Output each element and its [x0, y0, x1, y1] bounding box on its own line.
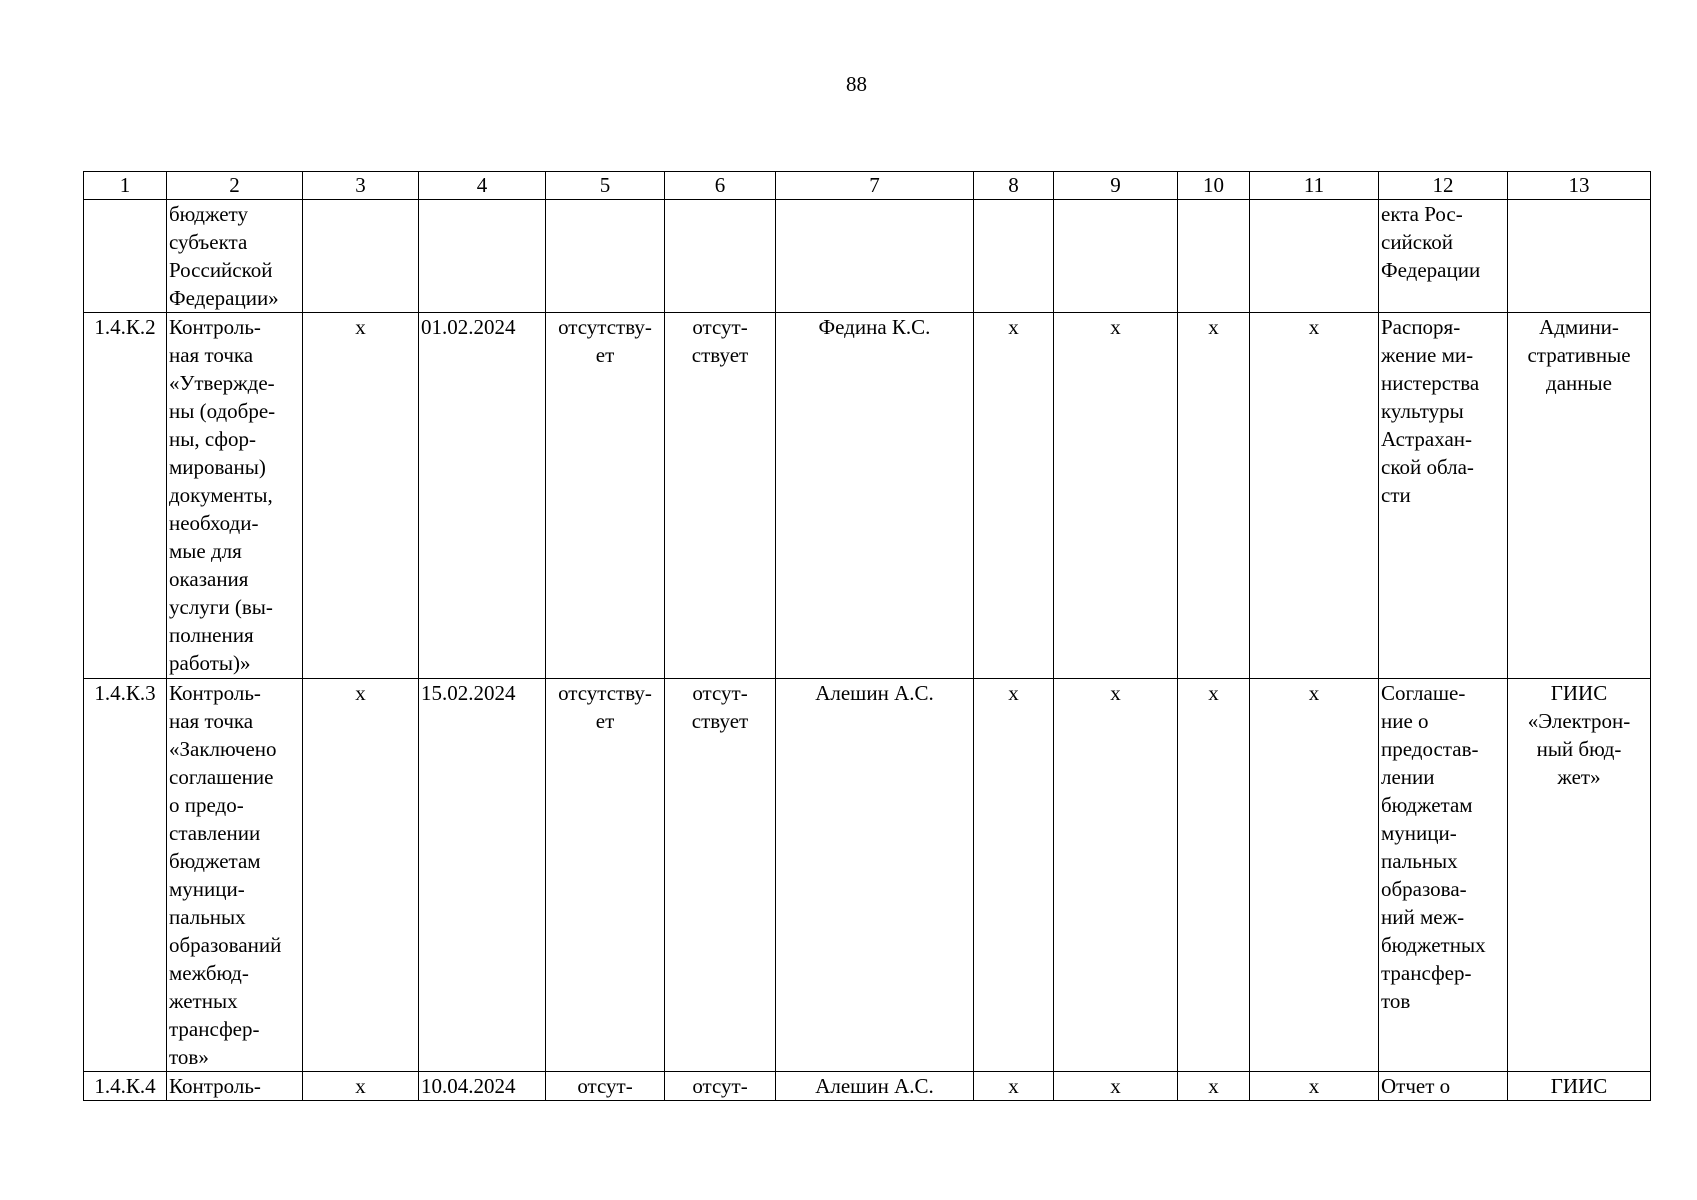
- cell-col-9: [1054, 200, 1178, 313]
- cell-col-6: [665, 200, 776, 313]
- cell-source: ГИИС: [1508, 1072, 1651, 1101]
- table-row: [84, 679, 1651, 1072]
- table-row: [84, 313, 1651, 679]
- column-header: 4: [419, 172, 546, 200]
- column-header: 3: [303, 172, 419, 200]
- cell-col-9: х: [1054, 1072, 1178, 1101]
- cell-col-8: х: [974, 679, 1054, 1072]
- column-header: 2: [167, 172, 303, 200]
- cell-col-10: х: [1178, 1072, 1250, 1101]
- cell-col-11: х: [1250, 313, 1379, 679]
- row-name: Контроль- ная точка «Заключено соглашение о предо- ставлении бюджетам муници- пальных образований межбюд- жетных трансфер- тов»: [167, 679, 303, 1072]
- column-header: 5: [546, 172, 665, 200]
- cell-responsible: Федина К.С.: [776, 313, 974, 679]
- row-name: Контроль- ная точка «Утвержде- ны (одобре- ны, сфор- мированы) документы, необходи- мые для оказания услуги (вы- полнения работы)»: [167, 313, 303, 679]
- cell-date: 10.04.2024: [419, 1072, 546, 1101]
- cell-col-11: х: [1250, 1072, 1379, 1101]
- cell-col-10: х: [1178, 679, 1250, 1072]
- cell-responsible: Алешин А.С.: [776, 679, 974, 1072]
- cell-col-6: отсут- ствует: [665, 313, 776, 679]
- table-row: [84, 200, 1651, 313]
- cell-responsible: Алешин А.С.: [776, 1072, 974, 1101]
- column-number-row: [84, 172, 1651, 200]
- cell-date: [419, 200, 546, 313]
- page-number: 88: [846, 72, 867, 96]
- column-header: 1: [84, 172, 167, 200]
- cell-col-10: х: [1178, 313, 1250, 679]
- cell-document: Распоря- жение ми- нистерства культуры Астрахан- ской обла- сти: [1379, 313, 1508, 679]
- cell-col-5: [546, 200, 665, 313]
- cell-date: 15.02.2024: [419, 679, 546, 1072]
- column-header: 12: [1379, 172, 1508, 200]
- cell-col-6: отсут-: [665, 1072, 776, 1101]
- cell-document: Соглаше- ние о предостав- лении бюджетам муници- пальных образова- ний меж- бюджетных трансфер- тов: [1379, 679, 1508, 1072]
- cell-source: ГИИС «Электрон- ный бюд- жет»: [1508, 679, 1651, 1072]
- cell-col-5: отсутству- ет: [546, 313, 665, 679]
- cell-document: Отчет о: [1379, 1072, 1508, 1101]
- column-header: 10: [1178, 172, 1250, 200]
- column-header: 9: [1054, 172, 1178, 200]
- cell-col-6: отсут- ствует: [665, 679, 776, 1072]
- cell-document: екта Рос- сийской Федерации: [1379, 200, 1508, 313]
- cell-source: Админи- стративные данные: [1508, 313, 1651, 679]
- cell-col-9: х: [1054, 313, 1178, 679]
- cell-col-11: [1250, 200, 1379, 313]
- cell-col-5: отсутству- ет: [546, 679, 665, 1072]
- cell-col-8: х: [974, 1072, 1054, 1101]
- cell-col-8: [974, 200, 1054, 313]
- column-header: 7: [776, 172, 974, 200]
- cell-col-10: [1178, 200, 1250, 313]
- column-header: 11: [1250, 172, 1379, 200]
- cell-responsible: [776, 200, 974, 313]
- row-id: 1.4.К.4: [84, 1072, 167, 1101]
- column-header: 8: [974, 172, 1054, 200]
- cell-col-3: х: [303, 679, 419, 1072]
- cell-date: 01.02.2024: [419, 313, 546, 679]
- cell-col-3: х: [303, 1072, 419, 1101]
- cell-col-8: х: [974, 313, 1054, 679]
- cell-col-5: отсут-: [546, 1072, 665, 1101]
- cell-col-9: х: [1054, 679, 1178, 1072]
- row-name: Контроль-: [167, 1072, 303, 1101]
- row-id: 1.4.К.3: [84, 679, 167, 1072]
- cell-col-3: [303, 200, 419, 313]
- row-name: бюджету субъекта Российской Федерации»: [167, 200, 303, 313]
- column-header: 6: [665, 172, 776, 200]
- control-points-table: [83, 171, 1651, 1101]
- cell-col-3: х: [303, 313, 419, 679]
- cell-source: [1508, 200, 1651, 313]
- cell-col-11: х: [1250, 679, 1379, 1072]
- row-id: [84, 200, 167, 313]
- row-id: 1.4.К.2: [84, 313, 167, 679]
- table-row: [84, 1072, 1651, 1101]
- column-header: 13: [1508, 172, 1651, 200]
